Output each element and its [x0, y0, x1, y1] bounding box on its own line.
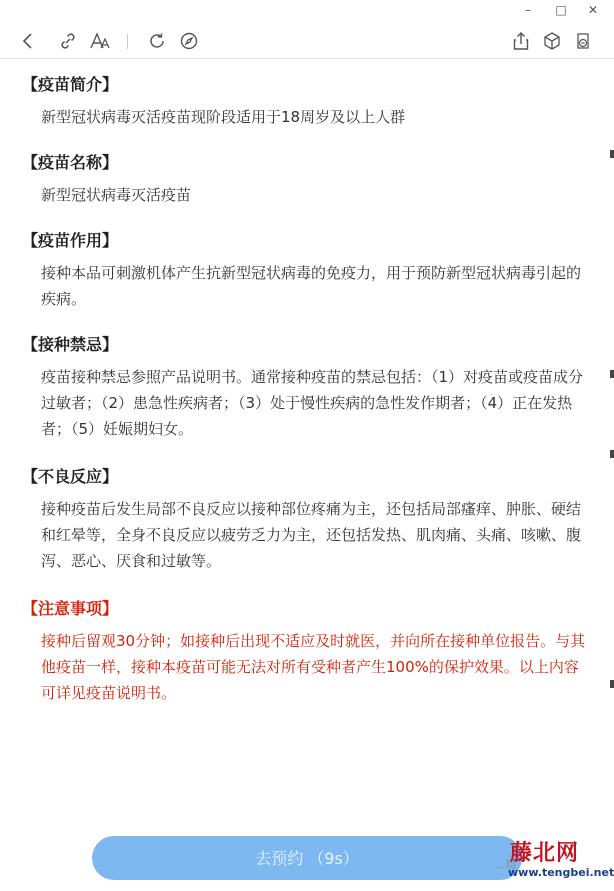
section-title: 【疫苗简介】: [22, 75, 119, 94]
browser-toolbar: [0, 24, 614, 59]
wechat-label: …局: [494, 858, 516, 871]
section-body: 接种疫苗后发生局部不良反应以接种部位疼痛为主，还包括局部瘙痒、肿胀、硬结和红晕等，全身不良反应以疲劳乏力为主，还包括发热、肌肉痛、头痛、咳嗽、腹泻、恶心、厌食和过敏等。: [41, 500, 582, 570]
share-icon[interactable]: [510, 30, 532, 52]
section-body: 新型冠状病毒灭活疫苗: [41, 186, 192, 204]
compass-icon[interactable]: [178, 30, 200, 52]
section-title: 【接种禁忌】: [22, 335, 119, 354]
refresh-icon[interactable]: [146, 30, 168, 52]
section-body: 新型冠状病毒灭活疫苗现阶段适用于18周岁及以上人群: [41, 108, 406, 126]
scrollbar-track[interactable]: [608, 140, 614, 740]
scroll-mark: [610, 680, 614, 688]
minimize-button[interactable]: –: [525, 3, 531, 17]
link-icon[interactable]: [57, 30, 79, 52]
section-title: 【疫苗作用】: [22, 231, 119, 250]
section-title: 【注意事项】: [22, 599, 119, 618]
font-size-icon[interactable]: [89, 30, 111, 52]
scroll-mark: [610, 450, 614, 458]
maximize-button[interactable]: □: [555, 3, 567, 17]
watermark-brand: 藤北网: [510, 840, 580, 866]
section-body: 接种本品可刺激机体产生抗新型冠状病毒的免疫力，用于预防新型冠状病毒引起的疾病。: [41, 264, 582, 308]
toolbar-divider: [127, 34, 128, 49]
more-icon[interactable]: [572, 30, 594, 52]
section-body: 接种后留观30分钟；如接种后出现不适应及时就医，并向所在接种单位报告。与其他疫苗一样，接种本疫苗可能无法对所有受种者产生100%的保护效果。以上内容可详见疫苗说明书。: [41, 632, 586, 702]
section-body: 疫苗接种禁忌参照产品说明书。通常接种疫苗的禁忌包括：（1）对疫苗或疫苗成分过敏者；（2）患急性疾病者；（3）处于慢性疾病的急性发作期者；（4）正在发热者；（5）妊娠期妇女。: [41, 368, 584, 438]
cube-icon[interactable]: [541, 30, 563, 52]
close-button[interactable]: ✕: [587, 3, 599, 17]
watermark: [494, 836, 614, 891]
section-title: 【不良反应】: [22, 467, 119, 486]
watermark-url: www.tengbei.net: [508, 866, 614, 879]
section-title: 【疫苗名称】: [22, 153, 119, 172]
back-icon[interactable]: [17, 30, 39, 52]
book-appointment-button[interactable]: 去预约 （9s）: [92, 836, 522, 880]
scroll-mark: [610, 150, 614, 158]
window-titlebar: [0, 0, 614, 22]
scroll-mark: [610, 370, 614, 378]
